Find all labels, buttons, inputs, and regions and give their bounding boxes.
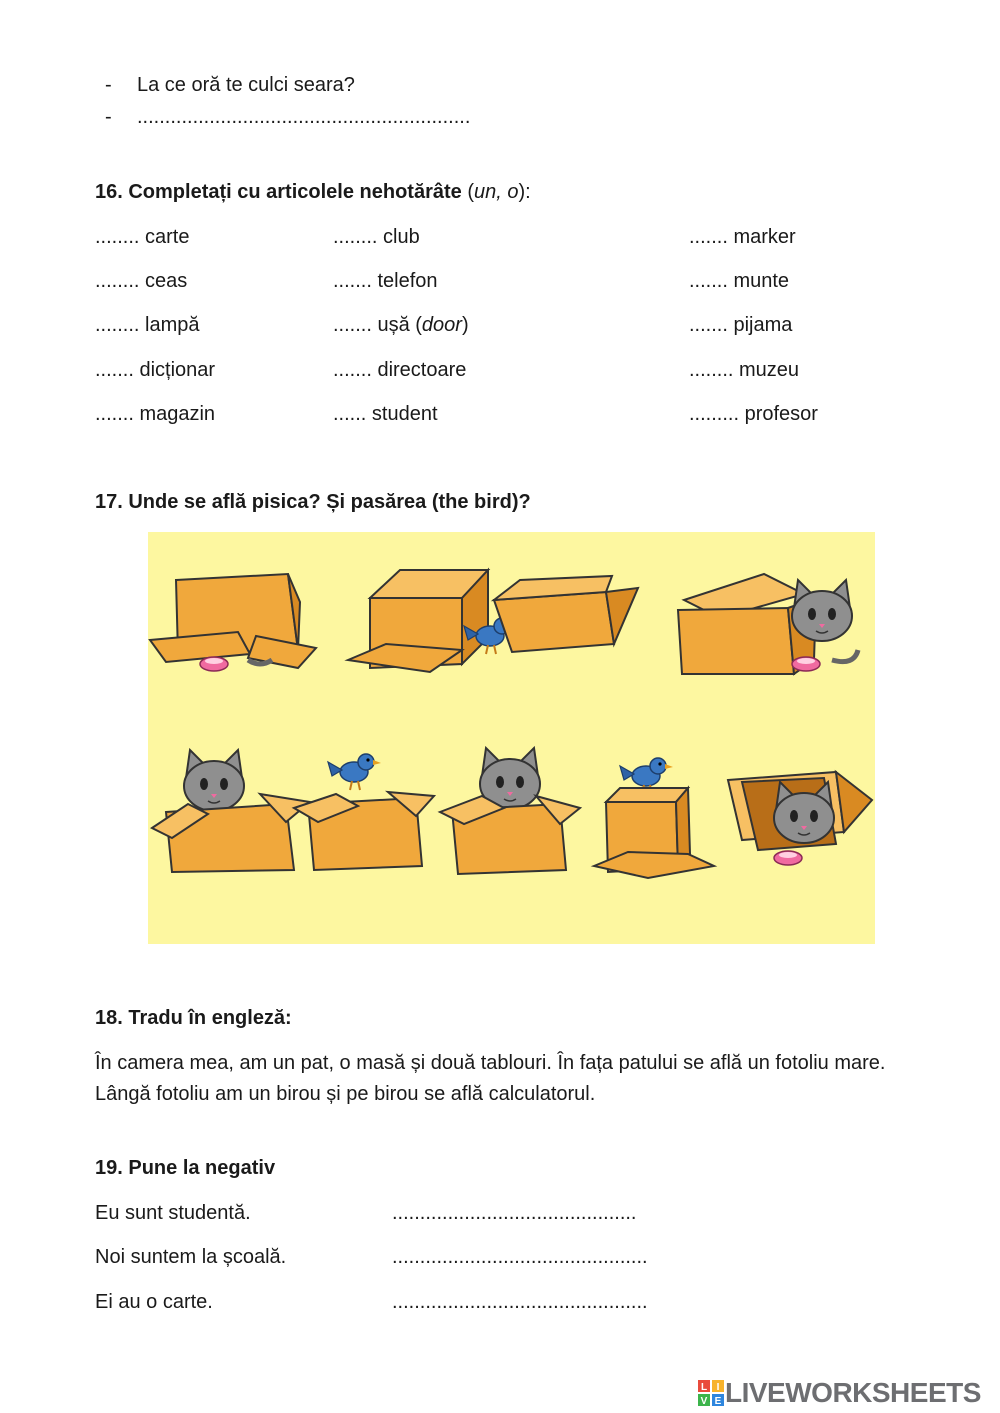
article-cell[interactable]: ....... ușă (door) xyxy=(333,314,469,336)
box-6 xyxy=(294,792,434,870)
section-17-title: 17. Unde se află pisica? Și pasărea (the bird)? xyxy=(95,491,531,513)
paragraph-line: În camera mea, am un pat, o masă și două tablouri. În fața patului se află un fotoliu mare. xyxy=(95,1052,886,1074)
question-text: La ce oră te culci seara? xyxy=(137,74,355,96)
logo-letter: L xyxy=(700,1382,708,1393)
article-cell[interactable]: ....... pijama xyxy=(689,314,793,336)
article-cell[interactable]: ...... student xyxy=(333,403,438,425)
logo-icon xyxy=(697,1379,725,1407)
article-cell[interactable]: ........ lampă xyxy=(95,314,200,336)
negative-answer-field[interactable]: .............................................. xyxy=(392,1291,648,1313)
article-cell[interactable]: ....... magazin xyxy=(95,403,216,425)
bullet-dash: - xyxy=(105,74,112,96)
negative-answer-field[interactable]: .............................................. xyxy=(392,1246,648,1268)
article-cell[interactable]: ......... profesor xyxy=(689,403,818,425)
logo-letter: E xyxy=(714,1396,722,1407)
box-3 xyxy=(494,576,638,652)
article-cell[interactable]: ........ muzeu xyxy=(689,359,800,381)
bullet-dash: - xyxy=(105,106,112,128)
cat-bird-boxes-illustration xyxy=(148,532,875,944)
translate-paragraph xyxy=(95,1048,955,1110)
article-cell[interactable]: ....... telefon xyxy=(333,270,438,292)
paragraph-line: Lângă fotoliu am un birou și pe birou se află calculatorul. xyxy=(95,1083,596,1105)
section-18-title: 18. Tradu în engleză: xyxy=(95,1007,292,1029)
box-1 xyxy=(150,574,316,671)
box-2 xyxy=(348,570,517,672)
article-cell[interactable]: ........ club xyxy=(333,226,420,248)
negative-answer-field[interactable]: ............................................ xyxy=(392,1202,637,1224)
box-8 xyxy=(594,788,714,878)
logo-text: LIVEWORKSHEETS xyxy=(725,1377,981,1408)
section-19-title: 19. Pune la negativ xyxy=(95,1157,276,1179)
answer-line[interactable]: ............................................................ xyxy=(137,106,471,128)
title-hint: un, o xyxy=(474,181,519,203)
article-cell[interactable]: ....... marker xyxy=(689,226,796,248)
negative-sentence: Ei au o carte. xyxy=(95,1291,213,1313)
box-9 xyxy=(728,772,872,865)
article-cell[interactable]: ........ carte xyxy=(95,226,190,248)
box-7 xyxy=(440,796,580,874)
logo-letter: V xyxy=(700,1396,708,1407)
article-cell[interactable]: ....... directoare xyxy=(333,359,467,381)
title-paren-close: ): xyxy=(518,181,531,203)
section-16-title xyxy=(95,181,531,204)
article-cell[interactable]: ........ ceas xyxy=(95,270,188,292)
article-cell[interactable]: ....... munte xyxy=(689,270,790,292)
negative-sentence: Eu sunt studentă. xyxy=(95,1202,251,1224)
title-paren-open: ( xyxy=(467,181,475,203)
section-16-title-text: 16. Completați cu articolele nehotărâte xyxy=(95,181,462,203)
logo-letter: I xyxy=(716,1382,720,1393)
article-cell[interactable]: ....... dicționar xyxy=(95,359,216,381)
box-4 xyxy=(678,574,858,674)
negative-sentence: Noi suntem la școală. xyxy=(95,1246,287,1268)
liveworksheets-logo[interactable] xyxy=(697,1378,981,1408)
